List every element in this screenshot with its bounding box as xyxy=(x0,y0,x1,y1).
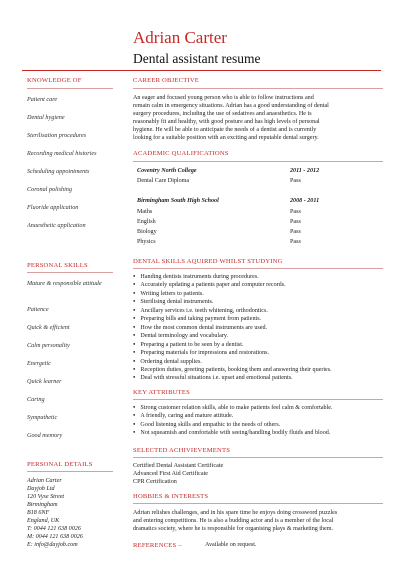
detail-mobile: M: 0044 121 638 0026 xyxy=(27,534,83,540)
subject-result: Pass xyxy=(290,209,301,215)
personal-skill-item: Mature & responsible attitude xyxy=(27,280,102,287)
list-item: ● Ancillary services i.e. teeth whitening, orthodontics. xyxy=(133,307,332,315)
personal-skill-item: Calm personality xyxy=(27,342,70,349)
references-text: Available on request. xyxy=(205,542,257,548)
knowledge-item: Anaesthetic application xyxy=(27,222,86,229)
subject-result: Pass xyxy=(290,219,301,225)
personal-details-heading: PERSONAL DETAILS xyxy=(27,461,93,468)
list-item: ● Preparing bills and taking payment from patients. xyxy=(133,315,332,323)
knowledge-item: Recording medical histories xyxy=(27,150,97,157)
career-objective-heading: CAREER OBJECTIVE xyxy=(133,77,200,84)
list-item: ● Ordering dental supplies. xyxy=(133,358,332,366)
list-item: ● A friendly, caring and mature attitude. xyxy=(133,412,333,420)
objective-line: hygiene. He will be able to anticipate the needs of a dentist and is currently xyxy=(133,127,317,133)
personal-details-rule xyxy=(27,471,113,472)
key-attributes-list xyxy=(133,404,333,438)
hobbies-rule xyxy=(133,503,383,504)
subject-name: Physics xyxy=(137,239,156,245)
school-years: 2008 - 2011 xyxy=(290,198,320,204)
hobbies-line: dramatics society, where he is responsible for organising plays & marketing them. xyxy=(133,526,334,532)
detail-city: Birmingham xyxy=(27,502,58,508)
achievements-heading: SELECTED ACHIVIEVEMENTS xyxy=(133,447,231,454)
career-objective-rule xyxy=(133,88,383,89)
references-heading: REFERENCES – xyxy=(133,542,182,549)
personal-skill-item: Energetic xyxy=(27,360,51,367)
header-rule xyxy=(22,70,381,71)
dental-skills-rule xyxy=(133,268,383,269)
list-item: ● Dental terminology and vocabulary. xyxy=(133,332,332,340)
detail-company: Dayjob Ltd xyxy=(27,486,55,492)
list-item: ● Accurately updating a patients paper and computer records. xyxy=(133,281,332,289)
list-item: ● Preparing materials for impressions and restorations. xyxy=(133,349,332,357)
personal-skill-item: Quick & efficient xyxy=(27,324,70,331)
hobbies-line: and entering competitions. He is also a budding actor and is a member of the local xyxy=(133,518,334,524)
achievement-item: Certified Dental Assistant Certificate xyxy=(133,463,224,469)
hobbies-heading: HOBBIES & INTERESTS xyxy=(133,493,209,500)
detail-telephone: T: 0044 121 638 0026 xyxy=(27,526,81,532)
achievement-item: CPR Certification xyxy=(133,479,177,485)
college-result: Pass xyxy=(290,178,301,184)
personal-skill-item: Good memory xyxy=(27,432,63,439)
knowledge-rule xyxy=(27,88,113,89)
subject-name: English xyxy=(137,219,156,225)
key-attributes-heading: KEY ATTRIBUTES xyxy=(133,389,190,396)
college-name: Coventry North College xyxy=(137,168,197,174)
achievement-item: Advanced First Aid Certificate xyxy=(133,471,208,477)
key-attributes-rule xyxy=(133,399,383,400)
academic-heading: ACADEMIC QUALIFICATIONS xyxy=(133,150,229,157)
list-item: ● Sterilising dental instruments. xyxy=(133,298,332,306)
list-item: ● Deal with stressful situations i.e. upset and emotional patients. xyxy=(133,374,332,382)
list-item: ● Writing letters to patients. xyxy=(133,290,332,298)
subject-name: Biology xyxy=(137,229,157,235)
list-item: ● Handing dentists instruments during procedures. xyxy=(133,273,332,281)
subject-result: Pass xyxy=(290,229,301,235)
objective-line: looking for a suitable position with an exciting and reputable dental surgery. xyxy=(133,135,319,141)
knowledge-item: Fluoride application xyxy=(27,204,79,211)
subject-name: Maths xyxy=(137,209,153,215)
knowledge-item: Coronal polishing xyxy=(27,186,72,193)
knowledge-item: Dental hygiene xyxy=(27,114,65,121)
resume-title: Dental assistant resume xyxy=(133,51,261,66)
college-course: Dental Care Diploma xyxy=(137,178,190,184)
college-years: 2011 - 2012 xyxy=(290,168,320,174)
hobbies-line: Adrian relishes challenges, and in his spare time he enjoys doing crossword puzzles xyxy=(133,510,338,516)
school-name: Birmingham South High School xyxy=(137,198,219,204)
personal-skills-rule xyxy=(27,272,113,273)
detail-postcode: B18 6NF xyxy=(27,510,50,516)
list-item: ● Preparing a patient to be seen by a dentist. xyxy=(133,341,332,349)
subject-result: Pass xyxy=(290,239,301,245)
detail-street: 120 Vyse Street xyxy=(27,494,65,500)
list-item: ● How the most common dental instruments are used. xyxy=(133,324,332,332)
achievements-rule xyxy=(133,457,383,458)
detail-country: England, UK xyxy=(27,518,60,524)
objective-line: reasonably fit and healthy, with good posture and has high levels of personal xyxy=(133,119,320,125)
list-item: ● Not squeamish and comfortable with seeing/handling bodily fluids and blood. xyxy=(133,429,333,437)
knowledge-item: Sterilisation procedures xyxy=(27,132,87,139)
objective-line: remain calm in emergency situations. Adrian has a good understanding of dental xyxy=(133,103,329,109)
list-item: ● Good listening skills and empathic to the needs of others. xyxy=(133,421,333,429)
knowledge-item: Scheduling appointments xyxy=(27,168,90,175)
objective-line: An eager and focused young person who is able to follow instructions and xyxy=(133,95,314,101)
detail-email[interactable]: E: info@dayjob.com xyxy=(27,542,78,548)
personal-skill-item: Caring xyxy=(27,396,45,403)
personal-skill-item: Sympathetic xyxy=(27,414,58,421)
dental-skills-list xyxy=(133,273,332,383)
knowledge-item: Patient care xyxy=(27,96,58,103)
resume-name: Adrian Carter xyxy=(133,28,227,47)
knowledge-heading: KNOWLEDGE OF xyxy=(27,77,82,84)
academic-rule xyxy=(133,161,383,162)
personal-skill-item: Quick learner xyxy=(27,378,62,385)
personal-skills-heading: PERSONAL SKILLS xyxy=(27,262,88,269)
dental-skills-heading: DENTAL SKILLS AQUIRED WHILST STUDYING xyxy=(133,258,283,265)
list-item: ● Strong customer relation skills, able to make patients feel calm & comfortable. xyxy=(133,404,333,412)
personal-skill-item: Patience xyxy=(27,306,49,313)
detail-name: Adrian Carter xyxy=(27,478,62,484)
objective-line: surgery procedures, including the use of sedatives and anaesthetics. He is xyxy=(133,111,312,117)
list-item: ● Reception duties, greeting patients, booking them and answering their queries. xyxy=(133,366,332,374)
